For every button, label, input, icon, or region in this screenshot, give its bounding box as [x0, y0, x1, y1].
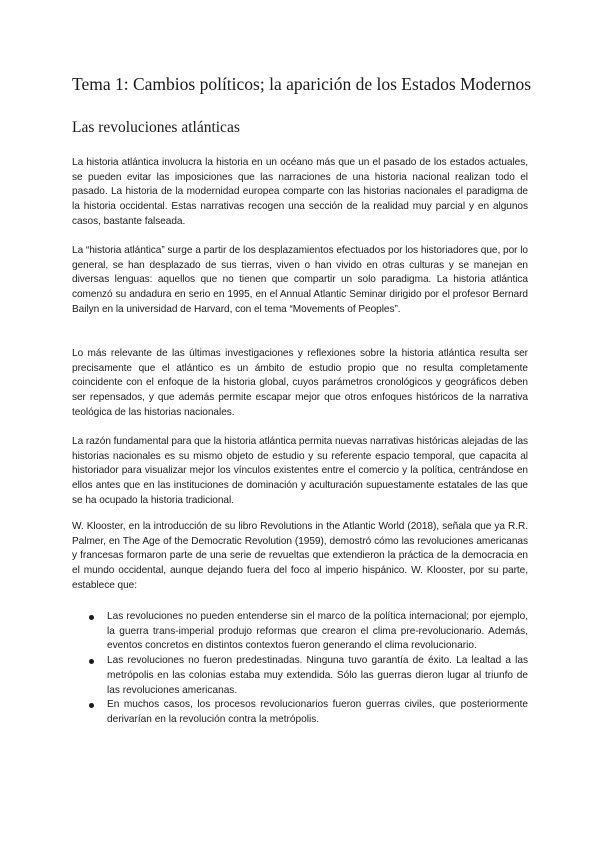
list-item-text: En muchos casos, los procesos revolucionarios fueron guerras civiles, que posteriormente derivarían en la revolución contra la metrópolis.	[107, 699, 528, 725]
paragraph-1: La historia atlántica involucra la historia en un océano más que un el pasado de los estados actuales, se pueden evitar las imposiciones que las narraciones de una historia nacional realizan todo el pasado. La historia de la modernidad europea comparte con las historias nacionales el paradigma de la historia occidental. Estas narrativas recogen una sección de la realidad muy parcial y en algunos casos, bastante falseada.	[72, 157, 528, 227]
list-item	[86, 610, 528, 654]
paragraph-5: W. Klooster, en la introducción de su libro Revolutions in the Atlantic World (2018), señala que ya R.R. Palmer, en The Age of the Democratic Revolution (1959), demostró cómo las revoluciones americanas y francesas formaron parte de una serie de revueltas que extendieron la práctica de la democracia en el mundo occidental, aunque dejando fuera del foco al imperio hispánico. W. Klooster, por su parte, establece que:	[72, 521, 528, 591]
bullet-icon	[89, 615, 94, 620]
bullet-list	[86, 610, 528, 728]
page-title: Tema 1: Cambios políticos; la aparición de los Estados Modernos	[72, 74, 532, 94]
list-item	[86, 654, 528, 698]
paragraph-3: Lo más relevante de las últimas investigaciones y reflexiones sobre la historia atlántica resulta ser precisamente que el atlántico es un ámbito de estudio propio que no resulta completamente coincidente con el enfoque de la historia global, cuyos parámetros cronológicos y geográficos deben ser repensados, y que además permite escapar mejor que otros enfoques históricos de la narrativa teológica de las historias nacionales.	[72, 348, 528, 418]
bullet-icon	[89, 659, 94, 664]
list-item-text: Las revoluciones no fueron predestinadas. Ninguna tuvo garantía de éxito. La lealtad a las metrópolis en las colonias estaba muy extendida. Sólo las guerras dieron lugar al triunfo de las revoluciones americanas.	[107, 655, 528, 696]
section-heading: Las revoluciones atlánticas	[72, 119, 240, 136]
paragraph-2: La “historia atlántica” surge a partir de los desplazamientos efectuados por los historiadores que, por lo general, se han desplazado de sus tierras, viven o han vivido en otras culturas y se manejan en diversas lenguas: aquellos que no tienen que compartir un solo paradigma. La historia atlántica comenzó su andadura en serio en 1995, en el Annual Atlantic Seminar dirigido por el profesor Bernard Bailyn en la universidad de Harvard, con el tema “Movements of Peoples”.	[72, 245, 528, 315]
list-item-text: Las revoluciones no pueden entenderse sin el marco de la política internacional; por ejemplo, la guerra trans-imperial produjo reformas que crearon el clima pre-revolucionario. Además, eventos concretos en distintos contextos fueron generando el clima revolucionario.	[107, 611, 528, 652]
paragraph-4: La razón fundamental para que la historia atlántica permita nuevas narrativas históricas alejadas de las historias nacionales es su mismo objeto de estudio y su referente espacio temporal, que capacita al historiador para visualizar mejor los vínculos existentes entre el comercio y la política, centrándose en ellos antes que en las instituciones de dominación y aculturación supuestamente estatales de las que se ha ocupado la historia tradicional.	[72, 436, 529, 506]
list-item	[86, 698, 528, 727]
bullet-icon	[89, 703, 94, 708]
